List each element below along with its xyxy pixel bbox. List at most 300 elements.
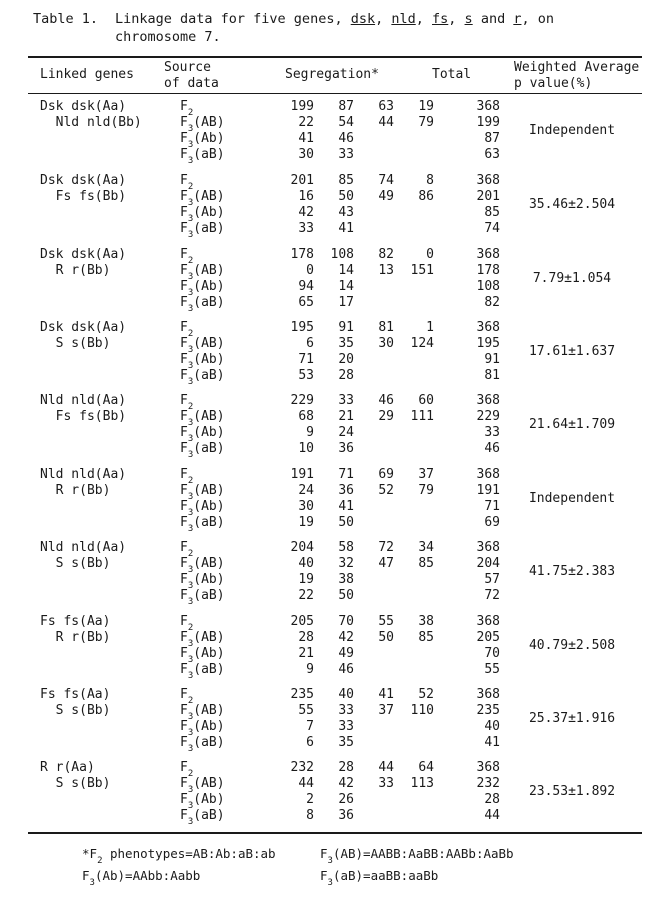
footnote-f3-AB: $F_3(AB)=AABB:AaBB:AABb:AaBb$: [320, 846, 514, 866]
source-label: $F_3(Ab)$: [180, 792, 225, 811]
segregation-column-c1: [284, 320, 314, 384]
source-cell: [180, 393, 225, 460]
segregation-value: 13: [378, 263, 394, 278]
weighted-p-value: Independent: [528, 123, 616, 138]
gene-pair-second: Nld nld(Bb): [40, 115, 142, 130]
gene-pair-first: Dsk dsk(Aa): [40, 99, 127, 114]
gene-pair-first: Dsk dsk(Aa): [40, 247, 127, 262]
segregation-value: 28: [298, 630, 314, 645]
segregation-value: [364, 352, 394, 368]
segregation-value: [364, 131, 394, 147]
total-value: 69: [484, 515, 500, 530]
segregation-column-c2: [324, 393, 354, 457]
segregation-column-c4: [404, 320, 434, 384]
segregation-column-c2: [324, 760, 354, 824]
segregation-value: 235: [290, 687, 314, 702]
total-value: 368: [476, 393, 500, 408]
source-label: $F_2$: [180, 467, 194, 486]
source-label: $F_3(aB)$: [180, 368, 225, 387]
total-value: 368: [476, 687, 500, 702]
gene-pair-first: Dsk dsk(Aa): [40, 173, 127, 188]
source-label: $F_3(Ab)$: [180, 205, 225, 224]
segregation-value: 38: [418, 614, 434, 629]
segregation-value: 1: [426, 320, 434, 335]
total-value: 205: [476, 630, 500, 645]
total-value: 368: [476, 320, 500, 335]
linked-genes-cell: [40, 687, 110, 719]
segregation-value: 195: [290, 320, 314, 335]
segregation-value: 36: [338, 441, 354, 456]
header-source: Source of data: [164, 60, 219, 91]
header-total: Total: [432, 67, 472, 82]
linked-genes-cell: [40, 173, 126, 205]
segregation-column-c1: [284, 540, 314, 604]
source-label: $F_3(aB)$: [180, 588, 225, 607]
gene-pair-second: S s(Bb): [40, 776, 111, 791]
segregation-value: 199: [290, 99, 314, 114]
gene-pair-second: R r(Bb): [40, 630, 111, 645]
source-label: $F_3(aB)$: [180, 735, 225, 754]
segregation-column-c1: [284, 467, 314, 531]
segregation-value: 41: [338, 221, 354, 236]
segregation-value: 26: [338, 792, 354, 807]
segregation-column-c4: [404, 393, 434, 457]
segregation-value: 68: [298, 409, 314, 424]
segregation-column-c2: [324, 99, 354, 163]
total-value: 195: [476, 336, 500, 351]
weighted-p-value: 7.79±1.054: [532, 271, 612, 286]
segregation-value: 111: [410, 409, 434, 424]
segregation-value: 8: [306, 808, 314, 823]
segregation-value: [404, 646, 434, 662]
segregation-value: 30: [298, 499, 314, 514]
segregation-value: [364, 662, 394, 678]
segregation-value: 36: [338, 483, 354, 498]
linked-genes-cell: [40, 247, 126, 279]
segregation-value: 50: [338, 588, 354, 603]
source-label: $F_3(AB)$: [180, 776, 225, 795]
segregation-column-c4: [404, 540, 434, 604]
segregation-value: 7: [306, 719, 314, 734]
segregation-column-c3: [364, 687, 394, 751]
segregation-value: 33: [378, 776, 394, 791]
segregation-value: 44: [378, 115, 394, 130]
segregation-value: 72: [378, 540, 394, 555]
segregation-column-c2: [324, 247, 354, 311]
table-row: [28, 540, 642, 610]
gene-r: r: [513, 11, 522, 27]
segregation-value: [364, 279, 394, 295]
segregation-value: 34: [418, 540, 434, 555]
total-column: [470, 760, 500, 824]
gene-pair-second: R r(Bb): [40, 263, 111, 278]
header-segregation: Segregation*: [285, 67, 379, 82]
segregation-value: 33: [338, 703, 354, 718]
gene-fs: fs: [432, 11, 449, 27]
segregation-value: 55: [378, 614, 394, 629]
segregation-value: 49: [338, 646, 354, 661]
segregation-value: 40: [298, 556, 314, 571]
segregation-value: 50: [338, 189, 354, 204]
segregation-value: 178: [290, 247, 314, 262]
gene-dsk: dsk: [350, 11, 376, 27]
segregation-column-c1: [284, 173, 314, 237]
segregation-value: 47: [378, 556, 394, 571]
segregation-value: 22: [298, 115, 314, 130]
segregation-value: 37: [418, 467, 434, 482]
segregation-value: 44: [298, 776, 314, 791]
total-value: 232: [476, 776, 500, 791]
segregation-value: 9: [306, 425, 314, 440]
gene-pair-second: R r(Bb): [40, 483, 111, 498]
gene-pair-first: Fs fs(Aa): [40, 687, 111, 702]
segregation-value: 35: [338, 336, 354, 351]
segregation-value: 29: [378, 409, 394, 424]
segregation-column-c3: [364, 760, 394, 824]
segregation-value: 70: [338, 614, 354, 629]
segregation-value: 113: [410, 776, 434, 791]
segregation-value: [404, 499, 434, 515]
segregation-column-c2: [324, 687, 354, 751]
segregation-value: 50: [338, 515, 354, 530]
weighted-p-value: 41.75±2.383: [528, 564, 616, 579]
table-row: [28, 173, 642, 243]
source-label: $F_2$: [180, 687, 194, 706]
source-label: $F_3(Ab)$: [180, 131, 225, 150]
segregation-value: 94: [298, 279, 314, 294]
segregation-value: [364, 425, 394, 441]
linked-genes-cell: [40, 320, 126, 352]
header-rule: [28, 93, 642, 94]
segregation-value: [364, 808, 394, 824]
table-row: [28, 760, 642, 830]
segregation-value: 204: [290, 540, 314, 555]
segregation-value: 38: [338, 572, 354, 587]
segregation-value: [364, 735, 394, 751]
segregation-column-c3: [364, 467, 394, 531]
segregation-value: [364, 441, 394, 457]
total-value: 229: [476, 409, 500, 424]
segregation-column-c3: [364, 614, 394, 678]
gene-nld: nld: [391, 11, 416, 27]
segregation-value: [404, 425, 434, 441]
segregation-value: [364, 295, 394, 311]
total-column: [470, 247, 500, 311]
segregation-value: 37: [378, 703, 394, 718]
gene-pair-second: S s(Bb): [40, 336, 111, 351]
gene-pair-first: Nld nld(Aa): [40, 540, 127, 555]
segregation-value: 6: [306, 336, 314, 351]
source-label: $F_3(aB)$: [180, 221, 225, 240]
segregation-column-c3: [364, 320, 394, 384]
total-value: 72: [484, 588, 500, 603]
footnote-f3-aB: $F_3(aB)=aaBB:aaBb$: [320, 868, 439, 888]
segregation-value: 33: [338, 147, 354, 162]
source-label: $F_3(AB)$: [180, 630, 225, 649]
total-value: 63: [484, 147, 500, 162]
source-cell: [180, 247, 225, 314]
segregation-value: 42: [338, 630, 354, 645]
segregation-value: 21: [338, 409, 354, 424]
total-column: [470, 320, 500, 384]
total-value: 41: [484, 735, 500, 750]
footnote-f3-Ab: $F_3(Ab)=AAbb:Aabb$: [82, 868, 201, 888]
linked-genes-cell: [40, 540, 126, 572]
segregation-value: [404, 441, 434, 457]
segregation-value: [404, 221, 434, 237]
segregation-value: 0: [306, 263, 314, 278]
source-label: $F_3(Ab)$: [180, 279, 225, 298]
total-value: 368: [476, 99, 500, 114]
segregation-value: [364, 147, 394, 163]
segregation-column-c4: [404, 247, 434, 311]
segregation-value: 41: [298, 131, 314, 146]
segregation-value: 19: [298, 515, 314, 530]
segregation-value: 17: [338, 295, 354, 310]
segregation-value: 0: [426, 247, 434, 262]
header-weighted: Weighted Average p value(%): [514, 60, 640, 91]
gene-pair-first: Nld nld(Aa): [40, 467, 127, 482]
segregation-column-c1: [284, 614, 314, 678]
segregation-value: 85: [418, 556, 434, 571]
segregation-value: 28: [338, 760, 354, 775]
header-linked-genes: Linked genes: [40, 67, 134, 82]
source-cell: [180, 540, 225, 607]
segregation-value: 8: [426, 173, 434, 188]
gene-pair-first: Dsk dsk(Aa): [40, 320, 127, 335]
total-value: 368: [476, 540, 500, 555]
segregation-value: 55: [298, 703, 314, 718]
segregation-value: 14: [338, 279, 354, 294]
segregation-value: 58: [338, 540, 354, 555]
segregation-value: 52: [418, 687, 434, 702]
total-value: 74: [484, 221, 500, 236]
segregation-value: 60: [418, 393, 434, 408]
segregation-value: 53: [298, 368, 314, 383]
segregation-value: 19: [298, 572, 314, 587]
segregation-column-c2: [324, 540, 354, 604]
weighted-p-value: 35.46±2.504: [528, 197, 616, 212]
segregation-value: 22: [298, 588, 314, 603]
segregation-column-c2: [324, 614, 354, 678]
source-label: $F_3(Ab)$: [180, 425, 225, 444]
total-column: [470, 614, 500, 678]
source-label: $F_3(Ab)$: [180, 646, 225, 665]
segregation-value: 24: [338, 425, 354, 440]
source-cell: [180, 467, 225, 534]
segregation-value: 42: [338, 776, 354, 791]
total-value: 199: [476, 115, 500, 130]
segregation-value: [404, 147, 434, 163]
segregation-value: 19: [418, 99, 434, 114]
weighted-p-value: 25.37±1.916: [528, 711, 616, 726]
segregation-value: 85: [338, 173, 354, 188]
source-label: $F_2$: [180, 760, 194, 779]
segregation-value: [404, 792, 434, 808]
segregation-value: 52: [378, 483, 394, 498]
segregation-value: 87: [338, 99, 354, 114]
segregation-value: 24: [298, 483, 314, 498]
segregation-value: 50: [378, 630, 394, 645]
segregation-value: 82: [378, 247, 394, 262]
source-label: $F_3(aB)$: [180, 662, 225, 681]
segregation-value: 49: [378, 189, 394, 204]
source-label: $F_3(AB)$: [180, 263, 225, 282]
segregation-value: 32: [338, 556, 354, 571]
segregation-value: 71: [338, 467, 354, 482]
segregation-value: 110: [410, 703, 434, 718]
source-label: $F_2$: [180, 320, 194, 339]
source-label: $F_3(AB)$: [180, 115, 225, 134]
segregation-value: 30: [378, 336, 394, 351]
total-value: 368: [476, 173, 500, 188]
segregation-value: [364, 719, 394, 735]
total-value: 40: [484, 719, 500, 734]
footnote-f2-phenotypes: $*F_2$ phenotypes=AB:Ab:aB:ab: [82, 846, 276, 866]
total-value: 85: [484, 205, 500, 220]
segregation-value: 42: [298, 205, 314, 220]
segregation-value: 6: [306, 735, 314, 750]
segregation-value: [404, 205, 434, 221]
segregation-value: 28: [338, 368, 354, 383]
segregation-value: [404, 352, 434, 368]
segregation-value: [404, 368, 434, 384]
total-value: 55: [484, 662, 500, 677]
segregation-value: 30: [298, 147, 314, 162]
total-column: [470, 393, 500, 457]
total-value: 57: [484, 572, 500, 587]
total-value: 191: [476, 483, 500, 498]
segregation-value: [404, 515, 434, 531]
segregation-value: 40: [338, 687, 354, 702]
total-value: 28: [484, 792, 500, 807]
segregation-value: 9: [306, 662, 314, 677]
segregation-column-c4: [404, 467, 434, 531]
segregation-value: 16: [298, 189, 314, 204]
source-label: $F_3(AB)$: [180, 189, 225, 208]
segregation-value: [404, 735, 434, 751]
segregation-value: 46: [378, 393, 394, 408]
source-label: $F_3(Ab)$: [180, 719, 225, 738]
linked-genes-cell: [40, 99, 142, 131]
segregation-value: 44: [378, 760, 394, 775]
table-row: [28, 320, 642, 390]
total-value: 178: [476, 263, 500, 278]
segregation-value: 79: [418, 115, 434, 130]
segregation-value: [364, 792, 394, 808]
segregation-value: [404, 808, 434, 824]
source-label: $F_2$: [180, 614, 194, 633]
source-cell: [180, 99, 225, 166]
segregation-column-c4: [404, 173, 434, 237]
bottom-rule: [28, 832, 642, 834]
total-value: 33: [484, 425, 500, 440]
segregation-value: 124: [410, 336, 434, 351]
total-value: 71: [484, 499, 500, 514]
total-column: [470, 540, 500, 604]
source-cell: [180, 760, 225, 827]
caption-line-2: chromosome 7.: [115, 29, 221, 45]
segregation-column-c3: [364, 247, 394, 311]
segregation-value: 151: [410, 263, 434, 278]
source-label: $F_3(AB)$: [180, 409, 225, 428]
linked-genes-cell: [40, 614, 110, 646]
segregation-value: 71: [298, 352, 314, 367]
segregation-value: 229: [290, 393, 314, 408]
source-label: $F_2$: [180, 393, 194, 412]
source-label: $F_3(aB)$: [180, 515, 225, 534]
segregation-value: 205: [290, 614, 314, 629]
segregation-value: [404, 295, 434, 311]
source-label: $F_3(AB)$: [180, 556, 225, 575]
total-value: 82: [484, 295, 500, 310]
source-label: $F_3(AB)$: [180, 336, 225, 355]
segregation-column-c2: [324, 320, 354, 384]
segregation-value: 201: [290, 173, 314, 188]
source-label: $F_3(Ab)$: [180, 499, 225, 518]
linked-genes-cell: [40, 467, 126, 499]
source-label: $F_3(aB)$: [180, 295, 225, 314]
segregation-column-c4: [404, 687, 434, 751]
segregation-column-c1: [284, 687, 314, 751]
total-value: 235: [476, 703, 500, 718]
linked-genes-cell: [40, 393, 126, 425]
segregation-column-c4: [404, 760, 434, 824]
segregation-value: 232: [290, 760, 314, 775]
segregation-value: 63: [378, 99, 394, 114]
gene-pair-second: S s(Bb): [40, 703, 111, 718]
segregation-value: 21: [298, 646, 314, 661]
gene-s: s: [464, 11, 473, 27]
segregation-value: [404, 279, 434, 295]
source-label: $F_3(AB)$: [180, 703, 225, 722]
table-caption: Table 1. Linkage data for five genes, dsk, nld, fs, s and r, on chromosome 7.: [33, 11, 554, 45]
segregation-value: 85: [418, 630, 434, 645]
segregation-value: 43: [338, 205, 354, 220]
source-label: $F_2$: [180, 99, 194, 118]
segregation-value: [364, 368, 394, 384]
segregation-value: 46: [338, 662, 354, 677]
segregation-value: [364, 572, 394, 588]
segregation-column-c1: [284, 760, 314, 824]
gene-pair-second: Fs fs(Bb): [40, 189, 127, 204]
segregation-column-c1: [284, 393, 314, 457]
gene-pair-first: Nld nld(Aa): [40, 393, 127, 408]
table-row: [28, 393, 642, 463]
source-label: $F_2$: [180, 173, 194, 192]
total-value: 368: [476, 760, 500, 775]
total-value: 108: [476, 279, 500, 294]
table-row: [28, 687, 642, 757]
segregation-value: 10: [298, 441, 314, 456]
segregation-value: 54: [338, 115, 354, 130]
total-column: [470, 99, 500, 163]
table-row: [28, 99, 642, 169]
source-label: $F_3(Ab)$: [180, 352, 225, 371]
segregation-value: 79: [418, 483, 434, 498]
segregation-value: 2: [306, 792, 314, 807]
total-value: 44: [484, 808, 500, 823]
segregation-value: [364, 515, 394, 531]
segregation-value: 91: [338, 320, 354, 335]
total-column: [470, 687, 500, 751]
segregation-column-c4: [404, 99, 434, 163]
segregation-value: [364, 499, 394, 515]
segregation-value: 14: [338, 263, 354, 278]
weighted-p-value: 40.79±2.508: [528, 638, 616, 653]
total-column: [470, 467, 500, 531]
segregation-value: 41: [378, 687, 394, 702]
